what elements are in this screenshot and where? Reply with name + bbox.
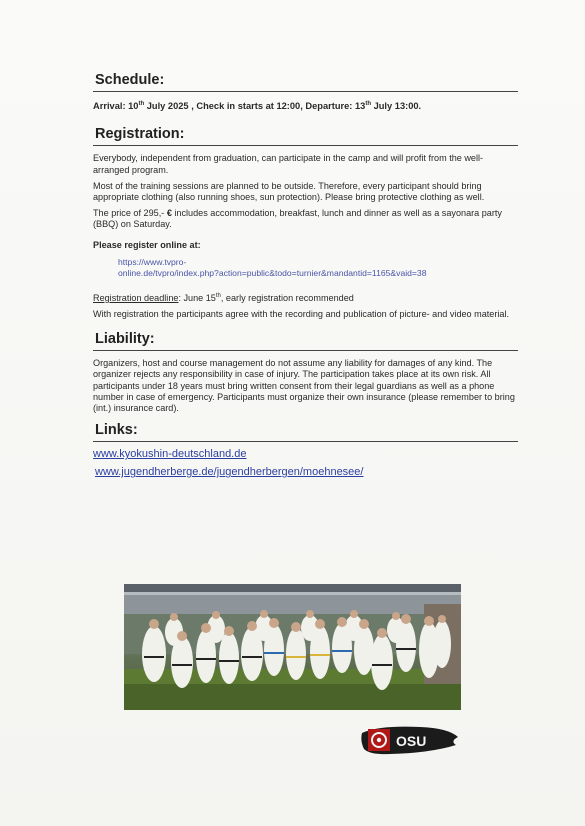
deadline-note: , early registration recommended bbox=[220, 292, 354, 303]
euro-sign: € bbox=[166, 208, 172, 219]
group-photo bbox=[124, 584, 461, 710]
registration-heading: Registration: bbox=[93, 126, 518, 146]
liability-text: Organizers, host and course management do not assume any liability for damages of any kind. The organizer rejects any responsibility in case of injury. The participation takes place at its own risk. All participants under 18 years must bring written consent from their legal guardians as well as a phone number in case of emergency. Participants must organize their own insurance (please remember to bring (int.) insurance card). bbox=[93, 358, 515, 413]
arrival-details: July 2025 , Check in starts at 12:00, Departure: 13 bbox=[144, 101, 366, 112]
osu-logo-icon bbox=[360, 723, 460, 757]
osu-badge bbox=[360, 723, 460, 757]
deadline-sup: th bbox=[215, 292, 221, 299]
registration-deadline bbox=[93, 291, 518, 304]
registration-link[interactable] bbox=[118, 257, 518, 280]
departure-sup: th bbox=[365, 101, 371, 107]
registration-paragraph-1: Everybody, independent from graduation, can participate in the camp and will profit from the well-arranged program. bbox=[93, 153, 484, 175]
jugendherberge-link[interactable]: www.jugendherberge.de/jugendherbergen/moehnesee/ bbox=[95, 466, 364, 479]
deadline-label: Registration deadline bbox=[93, 292, 179, 303]
price-text: The price of 295,- bbox=[93, 208, 167, 219]
registration-paragraph-3 bbox=[93, 208, 518, 230]
links-heading: Links: bbox=[93, 422, 518, 442]
links-section bbox=[93, 422, 518, 478]
liability-heading: Liability: bbox=[93, 331, 518, 351]
arrival-sup: th bbox=[138, 101, 145, 107]
price-includes: includes accommodation, breakfast, lunch and dinner as well as a sayonara party (BBQ) on Saturday. bbox=[93, 208, 502, 230]
liability-section bbox=[93, 331, 518, 414]
registration-link-line-1[interactable]: https://www.tvpro- bbox=[118, 256, 187, 267]
osu-text: OSU bbox=[396, 733, 427, 749]
deadline-date: : June 15 bbox=[178, 292, 216, 303]
registration-section bbox=[93, 126, 518, 320]
kyokushin-link[interactable]: www.kyokushin-deutschland.de bbox=[93, 448, 247, 461]
register-online-label: Please register online at: bbox=[93, 239, 201, 250]
departure-time: July 13:00. bbox=[371, 101, 422, 112]
registration-paragraph-2: Most of the training sessions are planned to be outside. Therefore, every participant should bring appropriate clothing (also running shoes, sun protection). Please bring protective clothing as well. bbox=[93, 180, 485, 202]
schedule-section bbox=[93, 72, 518, 112]
content-column bbox=[93, 72, 518, 478]
arrival-label: Arrival: 10 bbox=[93, 101, 139, 112]
consent-paragraph: With registration the participants agree with the recording and publication of picture- and video material. bbox=[93, 308, 510, 319]
group-photo-illustration bbox=[124, 584, 461, 710]
schedule-heading: Schedule: bbox=[93, 72, 518, 92]
schedule-line bbox=[93, 99, 518, 112]
registration-link-line-2[interactable]: online.de/tvpro/index.php?action=public&todo=turnier&mandantid=1165&vaid=38 bbox=[118, 268, 427, 279]
